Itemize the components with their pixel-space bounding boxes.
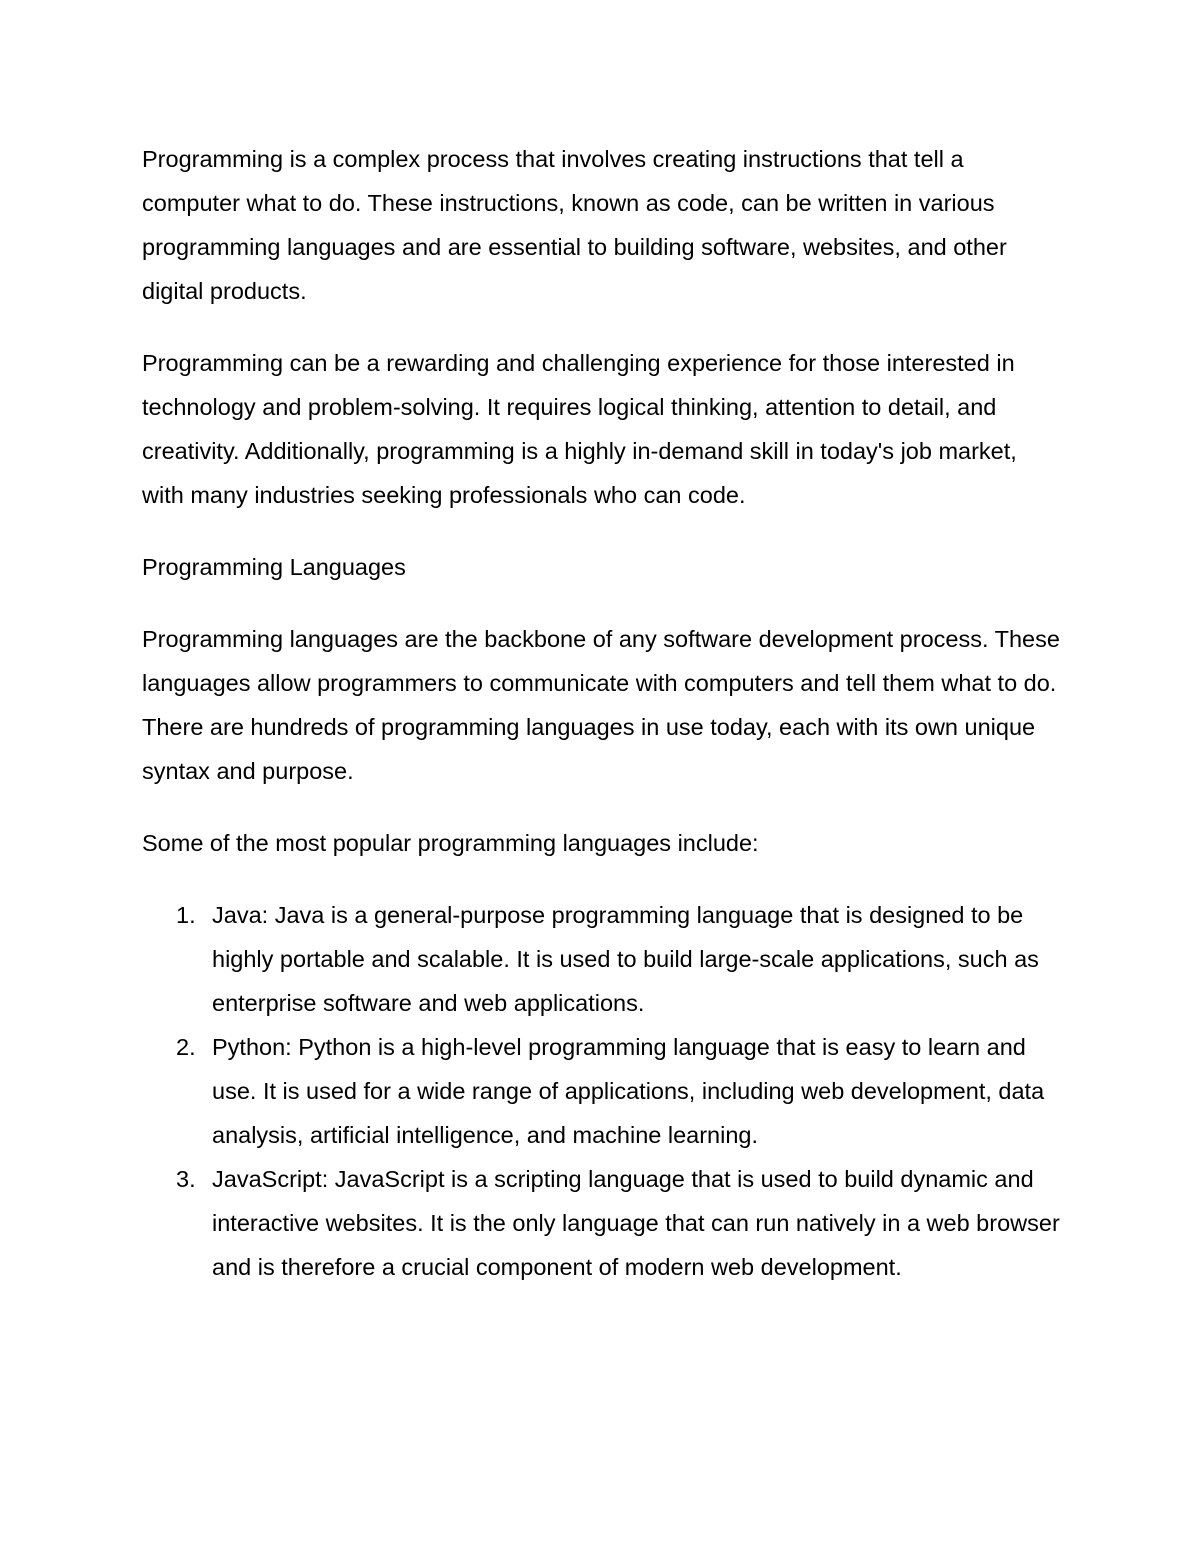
list-item-text: Java: Java is a general-purpose programming language that is designed to be highly portable and scalable. It is used to build large-scale applications, such as enterprise software and web applications. xyxy=(212,902,1039,1016)
list-item xyxy=(142,1157,1060,1289)
list-item-text: JavaScript: JavaScript is a scripting language that is used to build dynamic and interactive websites. It is the only language that can run natively in a web browser and is therefore a crucial component of modern web development. xyxy=(212,1166,1060,1280)
languages-paragraph: Programming languages are the backbone of any software development process. These languages allow programmers to communicate with computers and tell them what to do. There are hundreds of programming languages in use today, each with its own unique syntax and purpose. xyxy=(142,626,1060,784)
list-item-text: Python: Python is a high-level programming language that is easy to learn and use. It is used for a wide range of applications, including web development, data analysis, artificial intelligence, and machine learning. xyxy=(212,1034,1045,1148)
rewarding-paragraph: Programming can be a rewarding and challenging experience for those interested in technology and problem-solving. It requires logical thinking, attention to detail, and creativity. Additionally, programming is a highly in-demand skill in today's job market, with many industries seeking professionals who can code. xyxy=(142,350,1017,508)
list-item-number: 3. xyxy=(176,1166,196,1192)
section-heading: Programming Languages xyxy=(142,554,406,580)
list-item xyxy=(142,893,1060,1025)
list-intro-paragraph: Some of the most popular programming languages include: xyxy=(142,830,759,856)
languages-list xyxy=(142,893,1060,1289)
list-item-number: 1. xyxy=(176,902,196,928)
intro-paragraph: Programming is a complex process that involves creating instructions that tell a computer what to do. These instructions, known as code, can be written in various programming languages and are essential to building software, websites, and other digital products. xyxy=(142,146,1007,304)
list-item xyxy=(142,1025,1060,1157)
list-item-number: 2. xyxy=(176,1034,196,1060)
